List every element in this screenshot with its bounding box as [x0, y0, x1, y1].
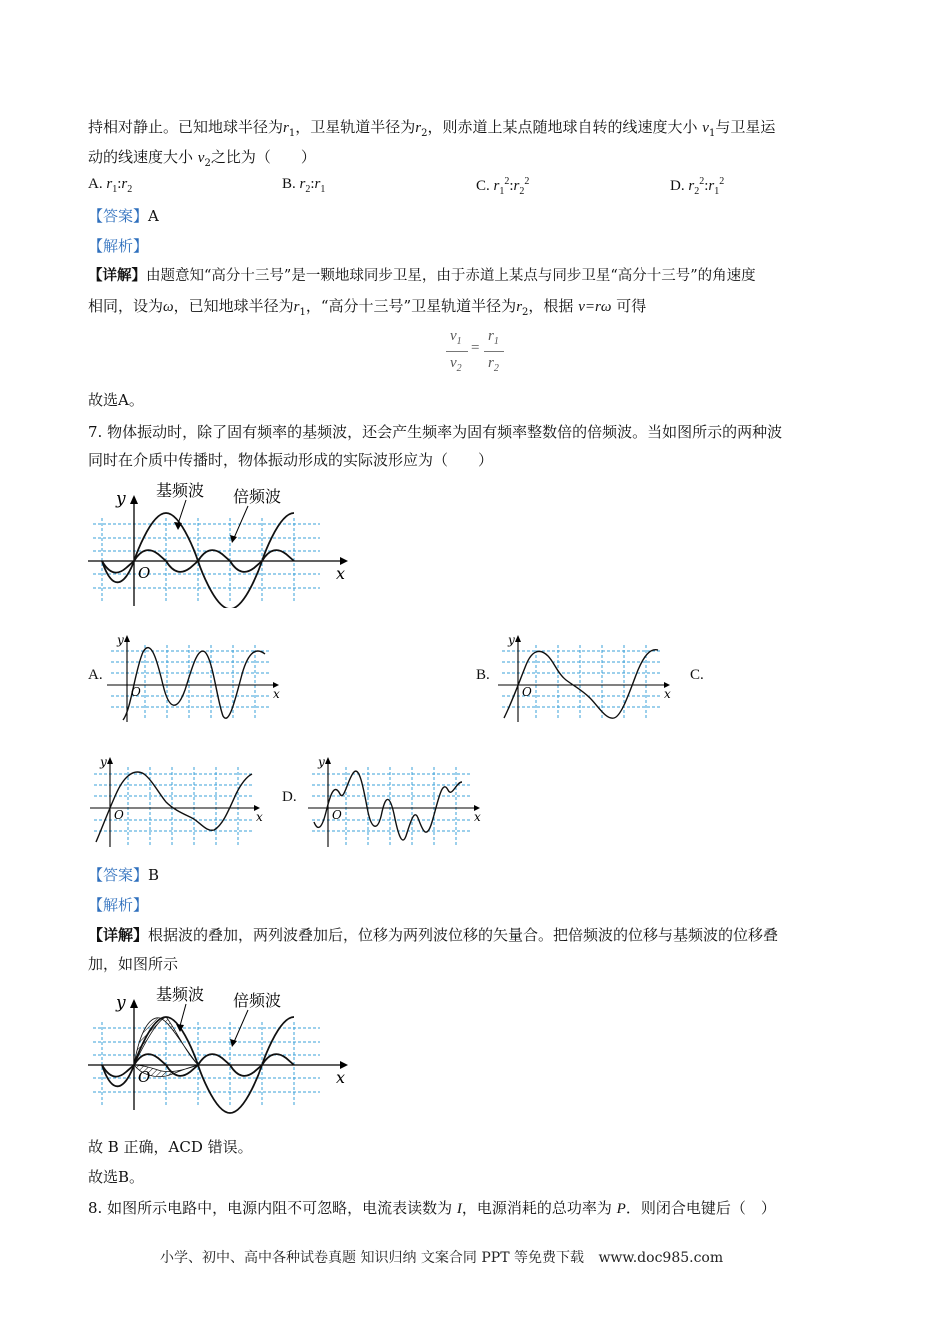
- svg-text:O: O: [114, 808, 124, 822]
- q6-line1: 持相对静止。已知地球半径为$r_1$，卫星轨道半径为$r_2$，则赤道上某点随地球自转的线速度大小 $v_1$与卫星运: [88, 118, 776, 139]
- svg-text:O: O: [131, 685, 141, 699]
- q7-detail-line1: 【详解】根据波的叠加，两列波叠加后，位移为两列波位移的矢量合。把倍频波的位移与基频波的位移叠: [88, 926, 779, 944]
- q6-answer: 【答案】A: [88, 207, 159, 225]
- base-wave-label: 基频波: [156, 481, 205, 500]
- origin-label: O: [138, 564, 151, 582]
- x-label: x: [336, 564, 346, 583]
- svg-text:y: y: [508, 633, 515, 647]
- footer-text: 小学、初中、高中各种试卷真题 知识归纳 文案合同 PPT 等免费下载: [160, 1250, 584, 1266]
- q7-option-a-label: A.: [88, 667, 103, 683]
- option-b-graph: [496, 630, 676, 725]
- velocity-ratio-formula: $v_1$ $v_2$ = $r_1$ $r_2$: [446, 328, 506, 378]
- double-wave-label: 倍频波: [233, 487, 282, 506]
- svg-text:O: O: [522, 685, 532, 699]
- svg-text:y: y: [100, 755, 107, 769]
- svg-text:基频波: 基频波: [156, 985, 205, 1004]
- option-d-graph: [306, 752, 486, 852]
- svg-text:y: y: [318, 755, 325, 769]
- two-waves-figure: [88, 478, 353, 608]
- q6-option-b: B. $r_2:r_1$: [282, 176, 326, 195]
- svg-text:x: x: [474, 810, 481, 824]
- q6-detail-line1: 【详解】由题意知“高分十三号”是一颗地球同步卫星，由于赤道上某点与同步卫星“高分十三号”的角速度: [88, 267, 756, 284]
- svg-text:x: x: [256, 810, 263, 824]
- svg-text:x: x: [664, 687, 671, 701]
- svg-text:y: y: [117, 633, 124, 647]
- q7-option-c-label: C.: [690, 667, 704, 683]
- q6-line2: 动的线速度大小 $v_2$之比为（ ）: [88, 148, 316, 169]
- q6-conclusion: 故选A。: [88, 391, 144, 409]
- y-label: y: [116, 489, 126, 509]
- q6-option-a: A. $r_1:r_2$: [88, 176, 133, 195]
- q7-conclusion2: 故选B。: [88, 1168, 145, 1186]
- q7-analysis-tag: 【解析】: [88, 896, 149, 914]
- q7-answer: 【答案】B: [88, 866, 160, 884]
- q8-line1: 8. 如图所示电路中，电源内阻不可忽略，电流表读数为 I，电源消耗的总功率为 P．则闭合电键后（ ）: [88, 1199, 776, 1217]
- svg-text:x: x: [336, 1068, 346, 1087]
- footer-url[interactable]: www.doc985.com: [598, 1250, 724, 1266]
- svg-text:O: O: [138, 1068, 151, 1086]
- option-c-graph: [88, 752, 273, 852]
- q7-line2: 同时在介质中传播时，物体振动形成的实际波形应为（ ）: [88, 451, 494, 469]
- q7-line1: 7. 物体振动时，除了固有频率的基频波，还会产生频率为固有频率整数倍的倍频波。当如图所示的两种波: [88, 423, 783, 441]
- q6-analysis-tag: 【解析】: [88, 237, 149, 255]
- svg-text:倍频波: 倍频波: [233, 991, 282, 1010]
- q6-option-d: D. $r_2^2:r_1^2$: [670, 176, 725, 197]
- q7-option-d-label: D.: [282, 789, 297, 805]
- q6-option-c: C. $r_1^2:r_2^2$: [476, 176, 530, 197]
- q7-detail-line2: 加，如图所示: [88, 955, 179, 973]
- q7-option-b-label: B.: [476, 667, 490, 683]
- q6-detail-line2: 相同，设为ω，已知地球半径为$r_1$，“高分十三号”卫星轨道半径为$r_2$，根据 v=rω 可得: [88, 297, 647, 318]
- option-a-graph: [105, 630, 285, 725]
- page-footer: [160, 1247, 733, 1267]
- svg-text:y: y: [116, 993, 126, 1013]
- svg-text:x: x: [273, 687, 280, 701]
- svg-text:O: O: [332, 808, 342, 822]
- y-arrow: [130, 495, 138, 504]
- q7-conclusion1: 故 B 正确，ACD 错误。: [88, 1138, 253, 1156]
- superposition-figure: [88, 980, 353, 1115]
